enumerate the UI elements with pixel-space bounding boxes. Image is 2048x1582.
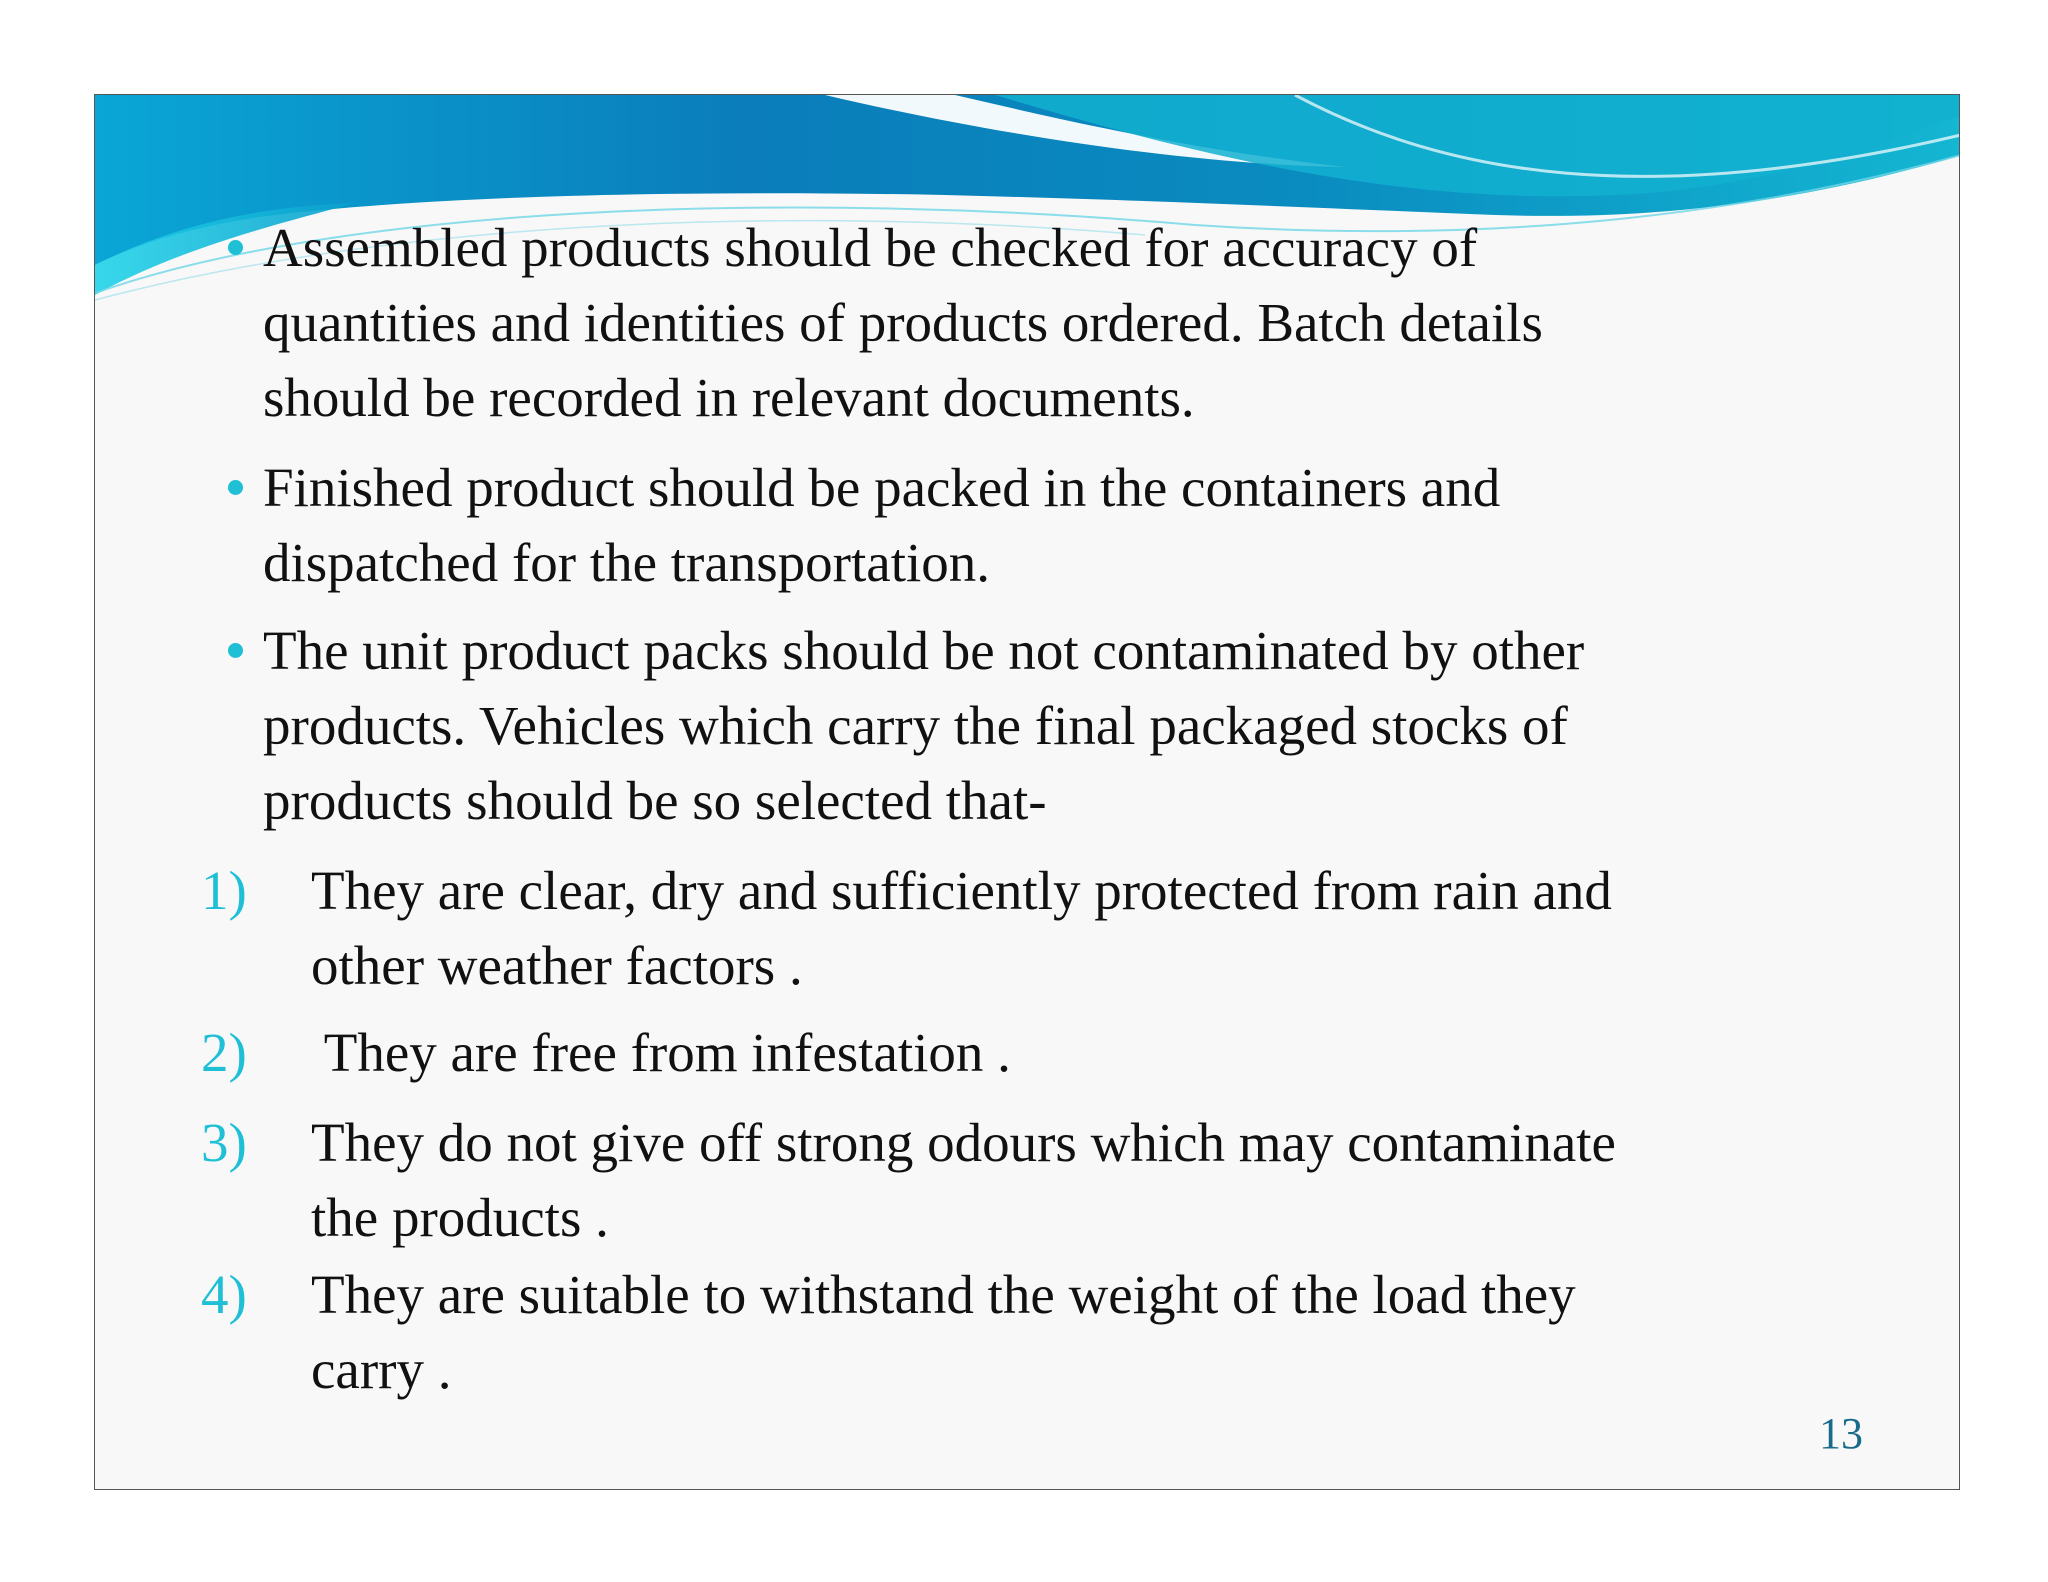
bullet-line: Finished product should be packed in the containers and [263, 457, 1501, 518]
numbered-line: They do not give off strong odours which may contaminate [311, 1112, 1616, 1173]
bullet-icon [228, 240, 243, 255]
list-number: 4) [201, 1264, 247, 1325]
bullet-line: products. Vehicles which carry the final packaged stocks of [263, 695, 1568, 756]
numbered-item [201, 1015, 1871, 1090]
bullet-line: should be recorded in relevant documents. [263, 367, 1195, 428]
slide-number: 13 [1819, 1409, 1863, 1458]
slide [94, 94, 1960, 1490]
bullet-line: products should be so selected that- [263, 770, 1047, 831]
bullet-line: Assembled products should be checked for accuracy of [263, 217, 1478, 278]
slide-content [95, 95, 1960, 1490]
bullet-item [263, 613, 1823, 838]
list-number: 3) [201, 1112, 247, 1173]
bullet-line: quantities and identities of products ordered. Batch details [263, 292, 1543, 353]
bullet-item [263, 450, 1823, 600]
numbered-item [201, 1105, 1871, 1255]
numbered-line: They are suitable to withstand the weight of the load they [311, 1264, 1576, 1325]
list-number: 2) [201, 1022, 247, 1083]
numbered-item [201, 1257, 1871, 1407]
numbered-line: carry . [311, 1339, 452, 1400]
numbered-line: other weather factors . [311, 935, 803, 996]
bullet-item [263, 210, 1823, 435]
list-number: 1) [201, 860, 247, 921]
numbered-line: the products . [311, 1187, 609, 1248]
bullet-line: dispatched for the transportation. [263, 532, 991, 593]
numbered-line: They are free from infestation . [311, 1022, 1011, 1083]
numbered-item [201, 853, 1871, 1003]
bullet-icon [228, 643, 243, 658]
bullet-icon [228, 480, 243, 495]
numbered-line: They are clear, dry and sufficiently protected from rain and [311, 860, 1612, 921]
bullet-line: The unit product packs should be not contaminated by other [263, 620, 1585, 681]
